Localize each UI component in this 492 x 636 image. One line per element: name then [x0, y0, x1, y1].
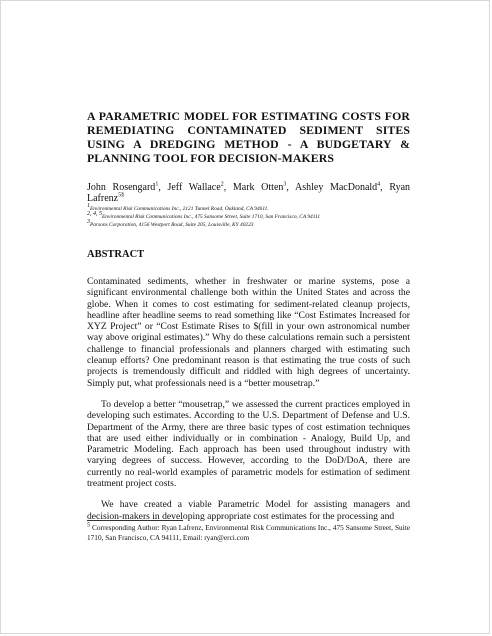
- author-affiliation-mark: 5§: [118, 192, 125, 199]
- author: [295, 182, 389, 193]
- author-affiliation-mark: 2: [220, 181, 224, 188]
- footnote-text: Corresponding Author: Ryan Lafrenz, Environmental Risk Communications Inc., 475 Sansome Street, Suite 1710, San Francisco, CA 94111, Email: ryan@erci.com: [87, 523, 410, 542]
- affiliation-mark: 2, 4, 5: [87, 211, 102, 218]
- footnote: [87, 523, 410, 543]
- author-affiliation-mark: 4: [377, 181, 381, 188]
- abstract-paragraph: Contaminated sediments, whether in freshwater or marine systems, pose a significant environmental challenge both within the United States and across the globe. When it comes to cost estimating for sediment-related cleanup projects, headline after headline seems to read something like “Cost Estimates Increased for XYZ Project” or “Cost Estimate Rises to $(fill in your own astronomical number way above original estimates).” Why do these calculations remain such a persistent challenge to financial professionals and planners charged with estimating such cleanup efforts? One predominant reason is that estimating the true costs of such projects is tremendously difficult and riddled with high degrees of uncertainty. Simply put, what professionals need is a “better mousetrap.”: [87, 276, 410, 389]
- footnote-mark: 5: [87, 522, 90, 529]
- author-separator: ,: [223, 182, 233, 193]
- affiliation: [87, 221, 410, 229]
- abstract-paragraph: To develop a better “mousetrap,” we assessed the current practices employed in developing such estimates. According to the U.S. Department of Defense and U.S. Department of the Army, there are three basic types of cost estimation techniques that are used either individually or in combination - Analogy, Build Up, and Parametric Modeling. Each approach has been used throughout industry with varying degrees of success. However, according to the DoD/DoA, there are currently no real-world examples of parametric models for estimation of sediment treatment project costs.: [87, 398, 410, 490]
- affiliation-list: [87, 205, 410, 229]
- author-separator: ,: [158, 182, 168, 193]
- author-name: Ryan Lafrenz: [87, 182, 411, 204]
- author-separator: ,: [286, 182, 295, 193]
- paper-title: A PARAMETRIC MODEL FOR ESTIMATING COSTS FOR REMEDIATING CONTAMINATED SEDIMENT SITES USING A DREDGING METHOD - A BUDGETARY & PLANNING TOOL FOR DECISION-MAKERS: [87, 109, 410, 165]
- abstract-paragraph: We have created a viable Parametric Model for assisting managers and decision-makers in developing appropriate cost estimates for the processing and: [87, 499, 410, 522]
- affiliation-text: Parsons Corporation, 4156 Westport Road, Suite 205, Louisville, KY 40223: [90, 222, 254, 228]
- author-name: Ashley MacDonald: [294, 182, 378, 193]
- page-content: [87, 109, 410, 522]
- author-list: [87, 182, 410, 204]
- affiliation: [87, 213, 410, 221]
- author-name: Jeff Wallace: [167, 182, 221, 193]
- author: [233, 182, 295, 193]
- affiliation: [87, 205, 410, 213]
- author-name: Mark Otten: [232, 182, 284, 193]
- affiliation-text: Environmental Risk Communications Inc., 475 Sansome Street, Suite 1710, San Francisco, CA 94111: [102, 214, 321, 220]
- affiliation-mark: 1: [87, 203, 90, 210]
- author: [167, 182, 232, 193]
- author-separator: ,: [380, 182, 390, 193]
- author-name: John Rosengard: [87, 182, 156, 193]
- affiliation-mark: 3: [87, 219, 90, 226]
- author-affiliation-mark: 3: [283, 181, 287, 188]
- affiliation-text: Environmental Risk Communications Inc., 2121 Tunnel Road, Oakland, CA 94611.: [90, 206, 269, 212]
- author-affiliation-mark: 1: [155, 181, 159, 188]
- footnote-divider: [87, 520, 183, 521]
- abstract-heading: ABSTRACT: [87, 249, 145, 260]
- author: [87, 182, 167, 193]
